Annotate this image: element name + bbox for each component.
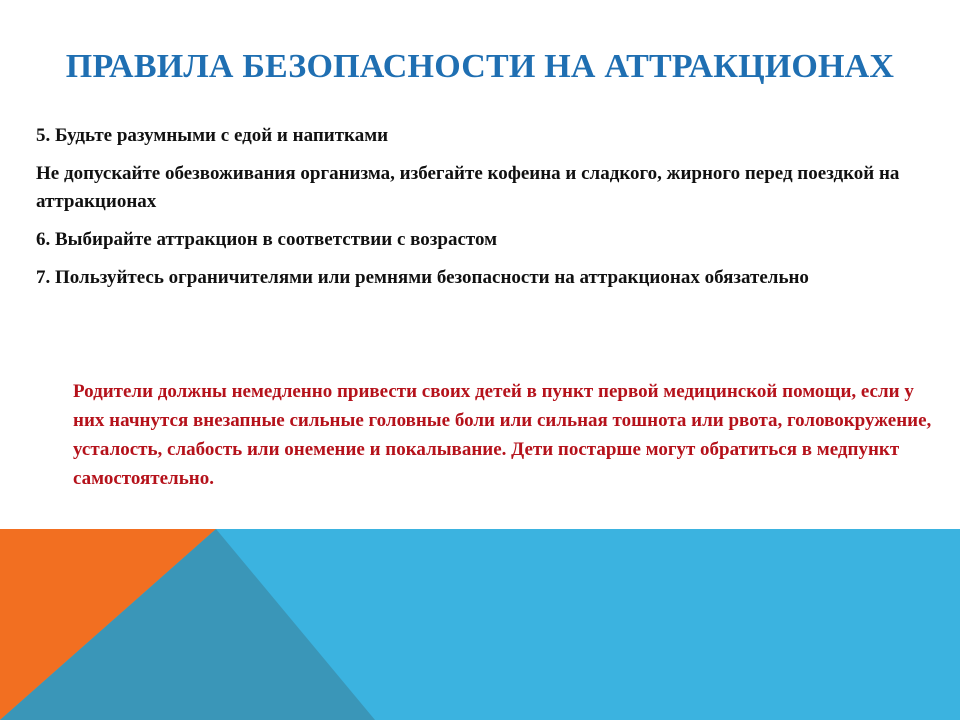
rule-item-6: 6. Выбирайте аттракцион в соответствии с возрастом [36,229,498,250]
slide-body [36,122,936,302]
slide-title: ПРАВИЛА БЕЗОПАСНОСТИ НА АТТРАКЦИОНАХ [65,48,895,85]
parents-warning: Родители должны немедленно привести своих детей в пункт первой медицинской помощи, если у них начнутся внезапные сильные головные боли или сильная тошнота или рвота, головокружение, усталость, слабость или онемение и покалывание. Дети постарше могут обратиться в медпункт самостоятельно. [73,381,932,489]
rule-item-7: 7. Пользуйтесь ограничителями или ремнями безопасности на аттракционах обязательно [36,267,809,288]
decorative-footer-band [0,529,960,720]
rule-item-5: 5. Будьте разумными с едой и напитками [36,125,389,146]
rule-item-5-detail: Не допускайте обезвоживания организма, избегайте кофеина и сладкого, жирного перед поездкой на аттракционах [36,163,900,212]
